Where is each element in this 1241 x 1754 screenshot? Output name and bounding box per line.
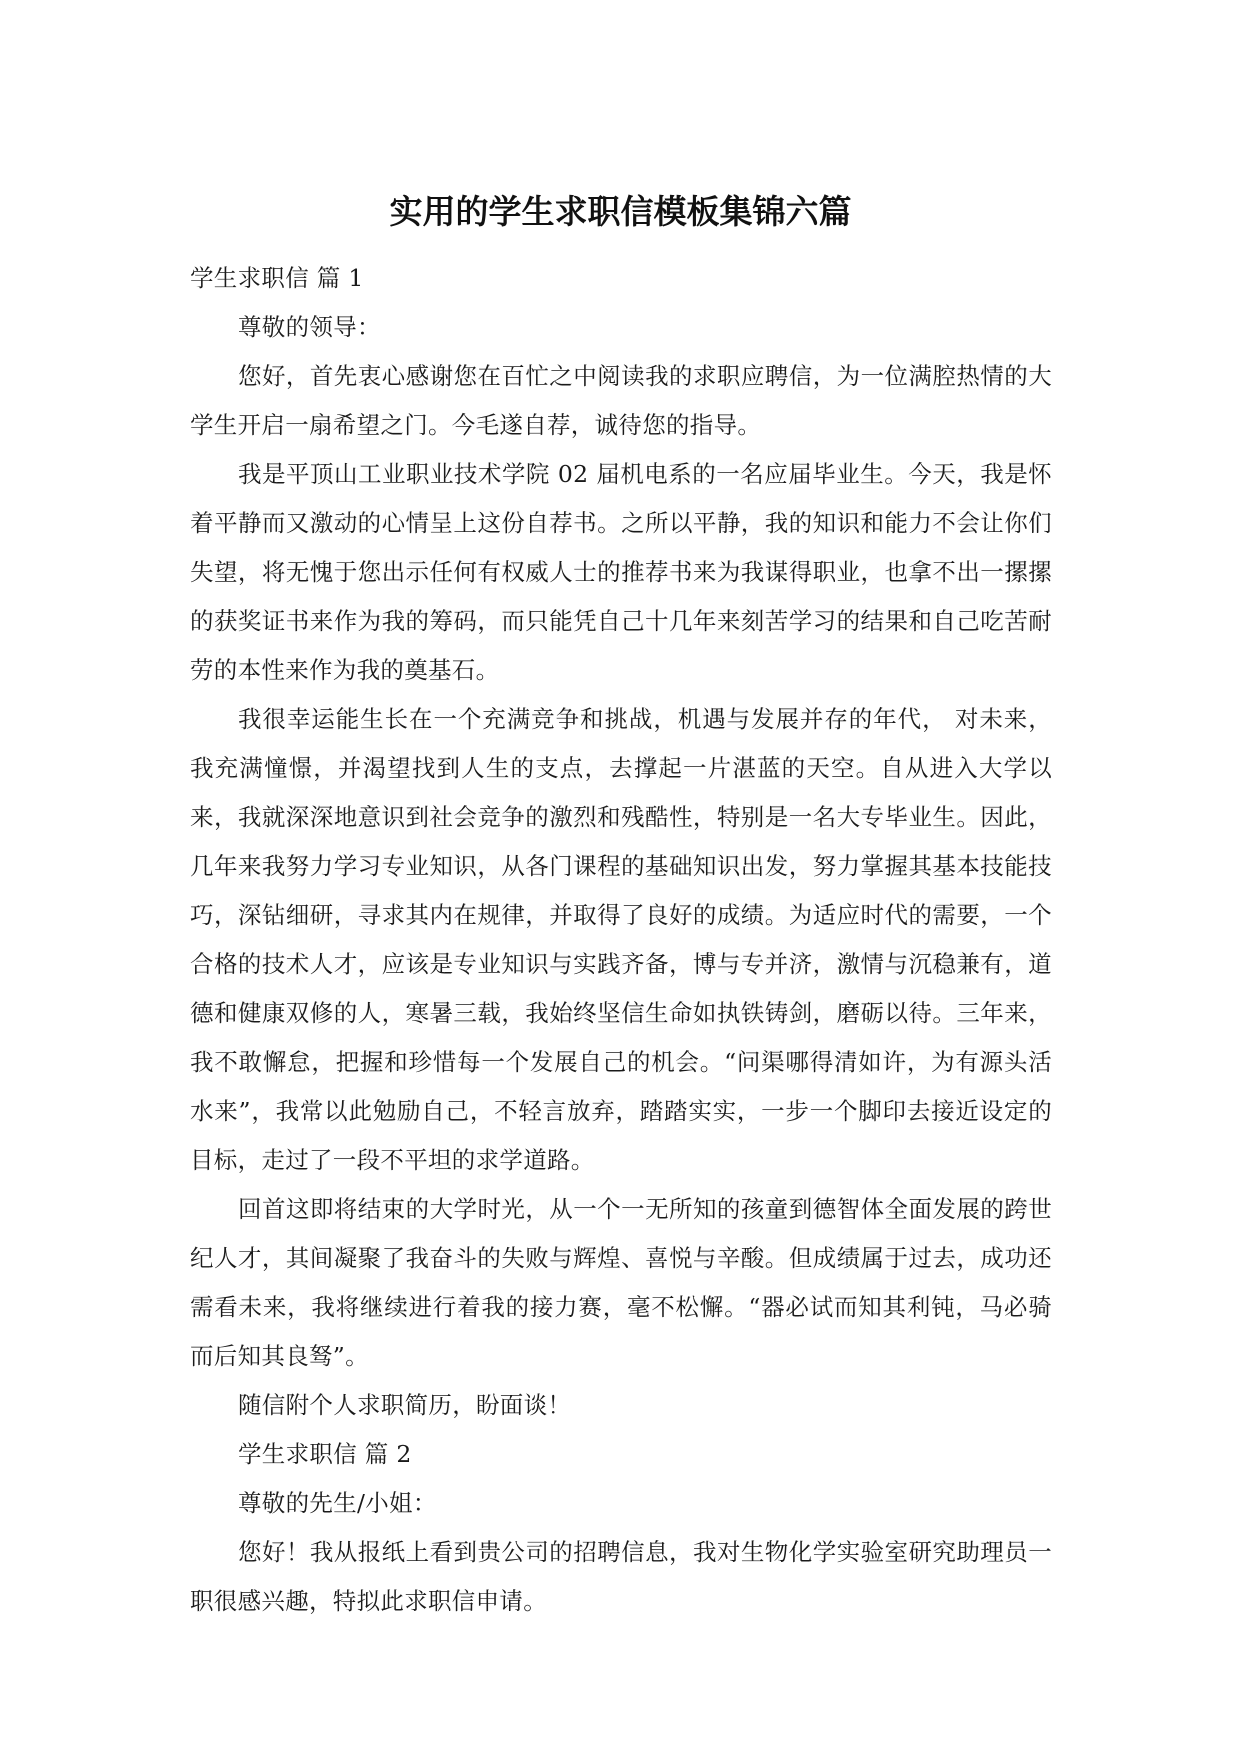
body-paragraph: 我是平顶山工业职业技术学院 02 届机电系的一名应届毕业生。今天，我是怀着平静而又激动的心情呈上这份自荐书。之所以平静，我的知识和能力不会让你们失望，将无愧于您出示任何有权威人士的推荐书来为我谋得职业，也拿不出一摞摞的获奖证书来作为我的筹码，而只能凭自己十几年来刻苦学习的结果和自己吃苦耐劳的本性来作为我的奠基石。: [190, 460, 1052, 684]
section-heading: 学生求职信 篇 2: [238, 1440, 412, 1468]
salutation: 尊敬的先生/小姐：: [238, 1489, 437, 1517]
section-heading: 学生求职信 篇 1: [190, 264, 364, 292]
document-title: 实用的学生求职信模板集锦六篇: [389, 192, 852, 231]
body-paragraph: 您好！我从报纸上看到贵公司的招聘信息，我对生物化学实验室研究助理员一职很感兴趣，特拟此求职信申请。: [190, 1538, 1052, 1615]
body-paragraph: 您好，首先衷心感谢您在百忙之中阅读我的求职应聘信，为一位满腔热情的大学生开启一扇希望之门。今毛遂自荐，诚待您的指导。: [190, 362, 1052, 439]
body-paragraph: 随信附个人求职简历，盼面谈！: [238, 1391, 572, 1419]
body-paragraph: 回首这即将结束的大学时光，从一个一无所知的孩童到德智体全面发展的跨世纪人才，其间凝聚了我奋斗的失败与辉煌、喜悦与辛酸。但成绩属于过去，成功还需看未来，我将继续进行着我的接力赛，毫不松懈。“器必试而知其利钝，马必骑而后知其良驽”。: [190, 1195, 1052, 1370]
body-paragraph: 我很幸运能生长在一个充满竞争和挑战，机遇与发展并存的年代， 对未来，我充满憧憬，并渴望找到人生的支点，去撑起一片湛蓝的天空。自从进入大学以来，我就深深地意识到社会竞争的激烈和残酷性，特别是一名大专毕业生。因此，几年来我努力学习专业知识，从各门课程的基础知识出发，努力掌握其基本技能技巧，深钻细研，寻求其内在规律，并取得了良好的成绩。为适应时代的需要，一个合格的技术人才，应该是专业知识与实践齐备，博与专并济，激情与沉稳兼有，道德和健康双修的人，寒暑三载，我始终坚信生命如执铁铸剑，磨砺以待。三年来，我不敢懈怠，把握和珍惜每一个发展自己的机会。“问渠哪得清如许，为有源头活水来”，我常以此勉励自己，不轻言放弃，踏踏实实，一步一个脚印去接近设定的目标，走过了一段不平坦的求学道路。: [190, 705, 1052, 1174]
salutation: 尊敬的领导：: [238, 313, 381, 341]
document-body: [190, 254, 1052, 1626]
